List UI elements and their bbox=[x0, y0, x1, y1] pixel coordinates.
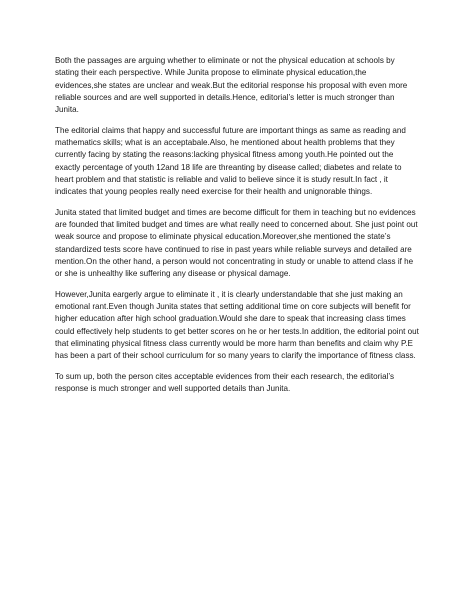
essay-body bbox=[55, 55, 419, 404]
paragraph-junita-statements: Junita stated that limited budget and times are become difficult for them in teaching but no evidences are founded that limited budget and times are what really need to concerned about. She just point out weak source and propose to eliminate physical education.Moreover,she mentioned the state’s standardized tests score have continued to rise in past years while reliable surveys and detailed are mention.On the other hand, a person would not concentrating in study or unable to attend class if he or she is unhealthy like suffering any disease or physical damage. bbox=[55, 207, 418, 278]
paragraph-rebuttal: However,Junita eargerly argue to eliminate it , it is clearly understandable that she just making an emotional rant.Even though Junita states that setting additional time on core subjects will benefit for higher education after high school graduation.Would she dare to speak that increasing class times could effectively help students to get better scores on he or her tests.In addition, the editorial point out that eliminating physical fitness class currently would be more harm than benefits and claim why P.E has been a part of their school curriculum for so many years to clarify the importance of fitness class. bbox=[55, 289, 419, 360]
paragraph-conclusion: To sum up, both the person cites acceptable evidences from their each research, the editorial’s response is much stronger and well supported details than Junita. bbox=[55, 371, 395, 393]
paragraph-intro: Both the passages are arguing whether to eliminate or not the physical education at schools by stating their each perspective. While Junita propose to eliminate physical education,the evidences,she states are unclear and weak.But the editorial response his proposal with even more reliable sources and are well supported in details.Hence, editorial’s letter is much stronger than Junita. bbox=[55, 56, 408, 114]
paragraph-editorial-claims: The editorial claims that happy and successful future are important things as same as reading and mathematics skills; what is an acceptabale.Also, he mentioned about health problems that they currently facing by stating the reasons:lacking physical fitness among youth.He pointed out the exactly percentage of youth 12and 18 life are threanting by disease called; diabetes and relate to heart problem and that statistic is reliable and valid to believe since it is study result.In fact , it indicates that young peoples really need exercise for their health and unignorable things. bbox=[55, 125, 406, 196]
